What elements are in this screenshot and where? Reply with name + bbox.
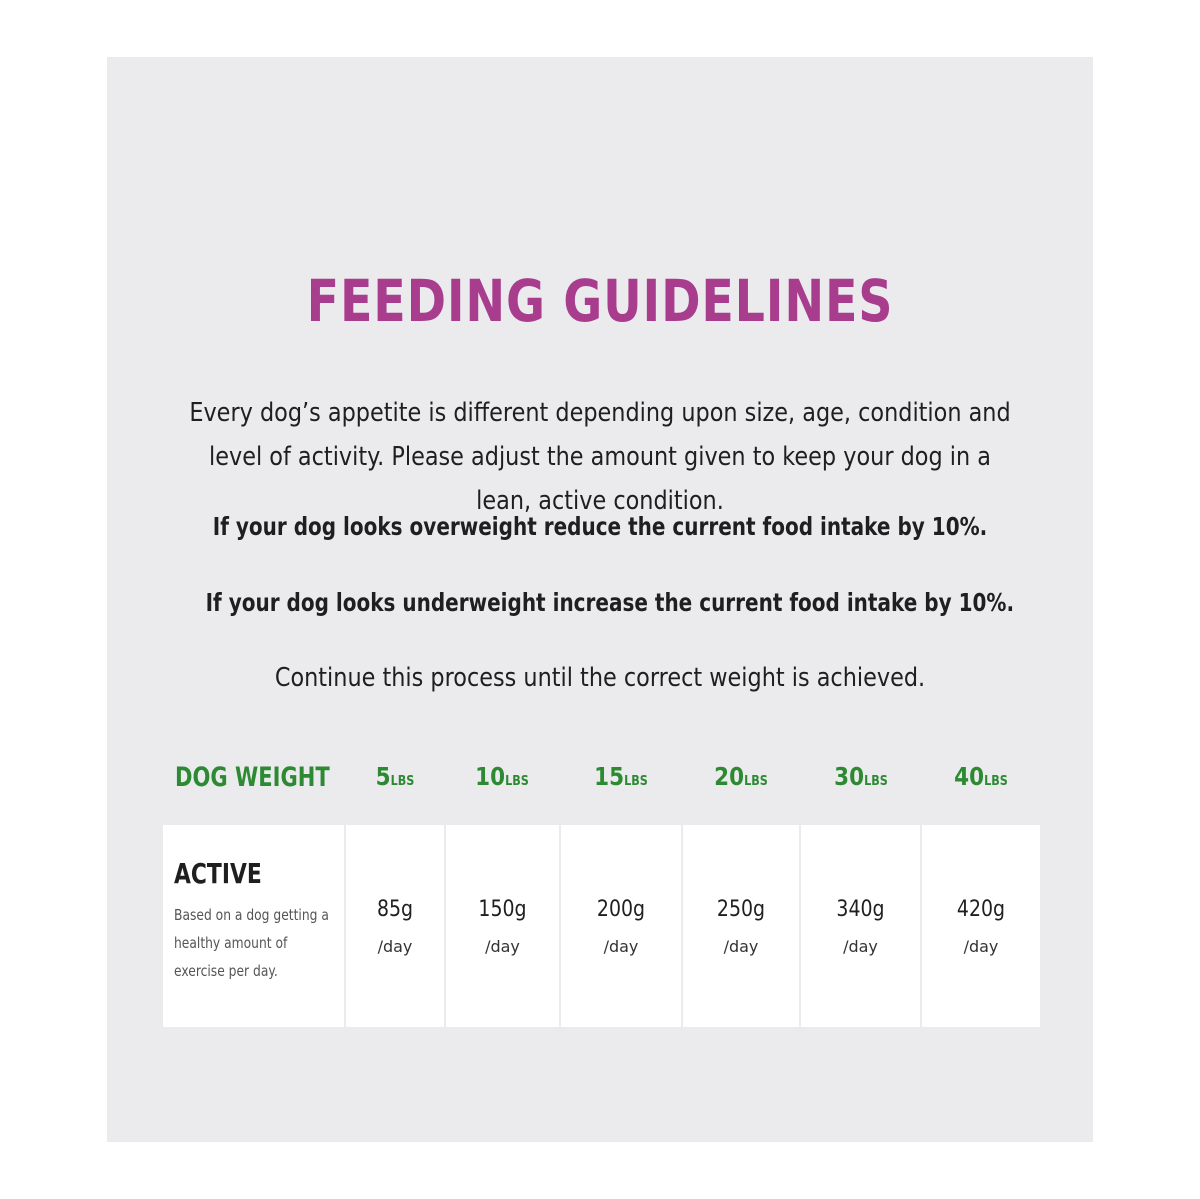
weight-unit: LBS (624, 774, 648, 789)
weight-header-30 (809, 762, 912, 791)
amount-cell-15 (561, 825, 681, 1027)
per-day-label: /day (843, 937, 878, 956)
amount-cell-5 (346, 825, 444, 1027)
weight-header-15 (569, 762, 672, 791)
intro-paragraph: Every dog’s appetite is different depending upon size, age, condition and level of activity. Please adjust the amount given to keep your dog in a lean, active condition. (189, 398, 1011, 516)
amount-cell-40 (922, 825, 1040, 1027)
per-day-label: /day (377, 937, 413, 956)
amount-value: 340g (836, 897, 885, 922)
amount-cell-30 (801, 825, 920, 1027)
weight-unit: LBS (984, 774, 1008, 789)
weight-unit: LBS (864, 774, 888, 789)
active-title: ACTIVE (174, 857, 262, 890)
weight-header-40 (929, 762, 1032, 791)
intro-text (176, 391, 1024, 523)
weight-header-20 (689, 762, 792, 791)
amount-value: 250g (716, 897, 766, 922)
amount-value: 85g (376, 897, 414, 922)
continue-rule: Continue this process until the correct weight is achieved. (274, 663, 926, 693)
dog-weight-header: DOG WEIGHT (175, 762, 330, 793)
per-day-label: /day (485, 937, 520, 956)
weight-value: 10 (475, 762, 506, 791)
amount-value: 420g (956, 897, 1006, 922)
amount-cell-10 (446, 825, 559, 1027)
amount-value: 150g (478, 897, 527, 922)
per-day-label: /day (963, 937, 999, 956)
weight-value: 5 (375, 762, 391, 791)
weight-unit: LBS (744, 774, 768, 789)
page-title: FEEDING GUIDELINES (306, 267, 894, 335)
weight-unit: LBS (505, 774, 529, 789)
weight-header-5 (343, 762, 446, 791)
overweight-rule: If your dog looks overweight reduce the current food intake by 10%. (212, 512, 988, 541)
amount-cell-20 (683, 825, 799, 1027)
active-description: Based on a dog getting a healthy amount of exercise per day. (174, 906, 329, 980)
weight-header-10 (450, 762, 553, 791)
weight-value: 30 (834, 762, 865, 791)
weight-value: 20 (714, 762, 745, 791)
per-day-label: /day (603, 937, 639, 956)
active-label-cell (163, 825, 344, 1027)
weight-value: 15 (594, 762, 625, 791)
per-day-label: /day (723, 937, 759, 956)
weight-value: 40 (954, 762, 985, 791)
weight-unit: LBS (390, 774, 415, 789)
underweight-rule: If your dog looks underweight increase the current food intake by 10%. (205, 588, 1015, 617)
amount-value: 200g (596, 897, 646, 922)
